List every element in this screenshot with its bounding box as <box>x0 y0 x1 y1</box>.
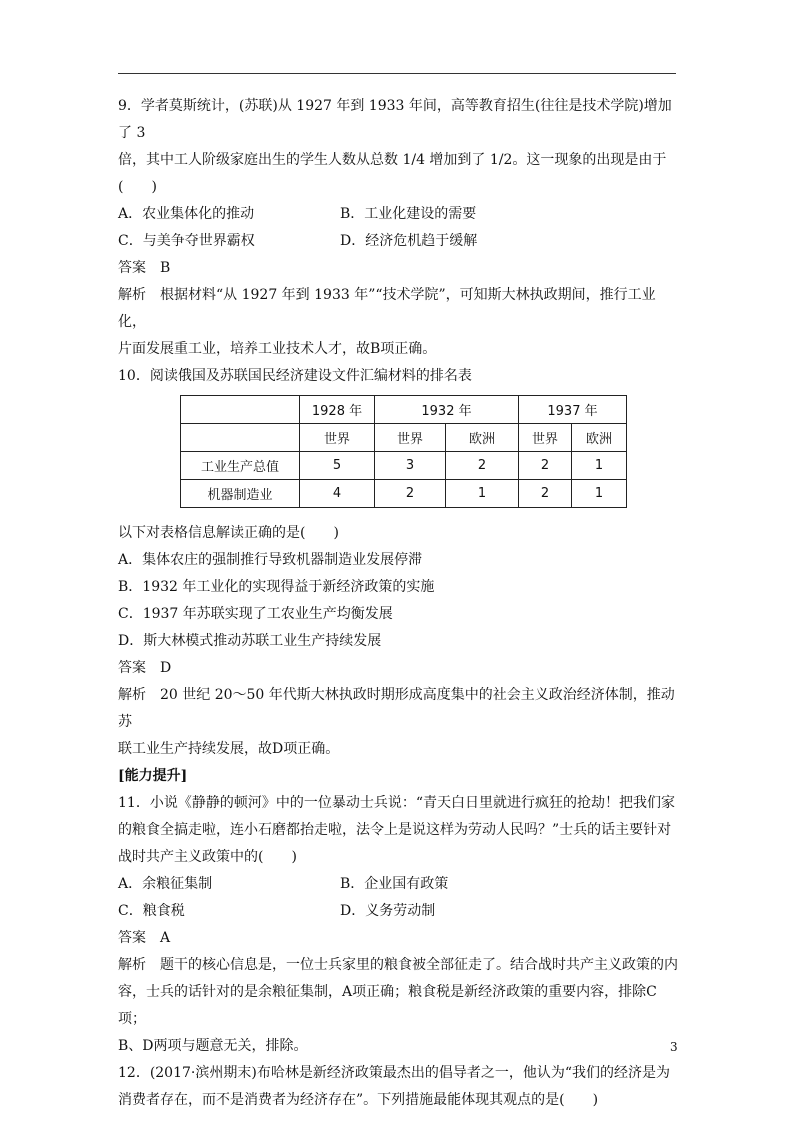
section-heading: [能力提升] <box>118 768 188 784</box>
q11-option-a: A．余粮征集制 <box>118 876 213 892</box>
table-year-row <box>181 396 627 424</box>
table-cell: 5 <box>300 452 375 480</box>
q10-question: 以下对表格信息解读正确的是( ) <box>118 525 339 541</box>
table-cell: 1 <box>572 480 627 508</box>
q11-options-row-2 <box>118 898 678 925</box>
q9-option-a: A．农业集体化的推动 <box>118 206 255 222</box>
q9-options-row-2 <box>118 228 678 255</box>
q11-stem-line-2: 的粮食全搞走啦，连小石磨都抬走啦，法令上是说这样为劳动人民吗？”士兵的话主要针对 <box>118 822 672 838</box>
q10-analysis-line-1: 解析 20 世纪 20～50 年代斯大林执政时期形成高度集中的社会主义政治经济体制，推动苏 <box>118 687 675 730</box>
page-number: 3 <box>670 1040 678 1054</box>
q9-stem-line-1: 9．学者莫斯统计，(苏联)从 1927 年到 1933 年间，高等教育招生(往往是技术学院)增加了 3 <box>118 98 672 141</box>
question-10 <box>118 363 678 763</box>
table-subheader: 世界 <box>519 424 572 452</box>
q9-stem-line-3: ( ) <box>118 179 157 195</box>
q9-option-d: D．经济危机趋于缓解 <box>340 233 478 249</box>
table-subheader: 世界 <box>375 424 446 452</box>
q10-analysis-line-2: 联工业生产持续发展，故D项正确。 <box>118 741 340 757</box>
q10-option-b: B．1932 年工业化的实现得益于新经济政策的实施 <box>118 579 435 595</box>
q9-option-c: C．与美争夺世界霸权 <box>118 233 255 249</box>
q11-analysis-line-2: 容，士兵的话针对的是余粮征集制，A项正确；粮食税是新经济政策的重要内容，排除C项； <box>118 984 657 1027</box>
header-rule <box>118 73 676 74</box>
table-subheader: 世界 <box>300 424 375 452</box>
table-cell: 2 <box>375 480 446 508</box>
q10-stem: 10．阅读俄国及苏联国民经济建设文件汇编材料的排名表 <box>118 368 472 384</box>
q11-options-row-1 <box>118 871 678 898</box>
table-row-label: 机器制造业 <box>181 480 300 508</box>
table-cell: 3 <box>375 452 446 480</box>
q12-stem-line-1: 12．(2017·滨州期末)布哈林是新经济政策最杰出的倡导者之一，他认为“我们的经济是为 <box>118 1065 670 1081</box>
table-corner-cell <box>181 396 300 424</box>
table-year-header: 1937 年 <box>519 396 627 424</box>
q10-option-d: D．斯大林模式推动苏联工业生产持续发展 <box>118 633 382 649</box>
q11-analysis-line-3: B、D两项与题意无关，排除。 <box>118 1038 308 1054</box>
table-cell: 2 <box>519 480 572 508</box>
q9-stem-line-2: 倍，其中工人阶级家庭出生的学生人数从总数 1/4 增加到了 1/2。这一现象的出现是由于 <box>118 152 667 168</box>
table-row <box>181 452 627 480</box>
table-row-label: 工业生产总值 <box>181 452 300 480</box>
table-subheader-row <box>181 424 627 452</box>
table-empty-cell <box>181 424 300 452</box>
q11-option-b: B．企业国有政策 <box>340 876 449 892</box>
q11-stem-line-1: 11．小说《静静的顿河》中的一位暴动士兵说：“青天白日里就进行疯狂的抢劫！把我们家 <box>118 795 675 811</box>
q9-answer: 答案 B <box>118 260 171 276</box>
q11-option-c: C．粮食税 <box>118 903 185 919</box>
q11-option-d: D．义务劳动制 <box>340 903 436 919</box>
q10-option-a: A．集体农庄的强制推行导致机器制造业发展停滞 <box>118 552 423 568</box>
table-cell: 4 <box>300 480 375 508</box>
q10-option-c: C．1937 年苏联实现了工农业生产均衡发展 <box>118 606 393 622</box>
q11-answer: 答案 A <box>118 930 171 946</box>
q10-answer: 答案 D <box>118 660 172 676</box>
table-cell: 2 <box>446 452 519 480</box>
table-row <box>181 480 627 508</box>
question-12 <box>118 1060 678 1114</box>
q11-stem-line-3: 战时共产主义政策中的( ) <box>118 849 297 865</box>
table-subheader: 欧洲 <box>572 424 627 452</box>
table-subheader: 欧洲 <box>446 424 519 452</box>
table-cell: 1 <box>446 480 519 508</box>
q11-analysis-line-1: 解析 题干的核心信息是，一位士兵家里的粮食被全部征走了。结合战时共产主义政策的内 <box>118 957 678 973</box>
q9-analysis-line-1: 解析 根据材料“从 1927 年到 1933 年”“技术学院”，可知斯大林执政期间，推行工业化， <box>118 287 656 330</box>
q9-option-b: B．工业化建设的需要 <box>340 206 477 222</box>
question-9 <box>118 93 678 363</box>
table-cell: 1 <box>572 452 627 480</box>
table-year-header: 1928 年 <box>300 396 375 424</box>
table-cell: 2 <box>519 452 572 480</box>
q12-stem-line-2: 消费者存在，而不是消费者为经济存在”。下列措施最能体现其观点的是( ) <box>118 1092 599 1108</box>
q9-analysis-line-2: 片面发展重工业，培养工业技术人才，故B项正确。 <box>118 341 437 357</box>
q9-options-row-1 <box>118 201 678 228</box>
page-content <box>118 93 678 1114</box>
ranking-table <box>180 395 627 508</box>
table-year-header: 1932 年 <box>375 396 519 424</box>
question-11 <box>118 790 678 1060</box>
